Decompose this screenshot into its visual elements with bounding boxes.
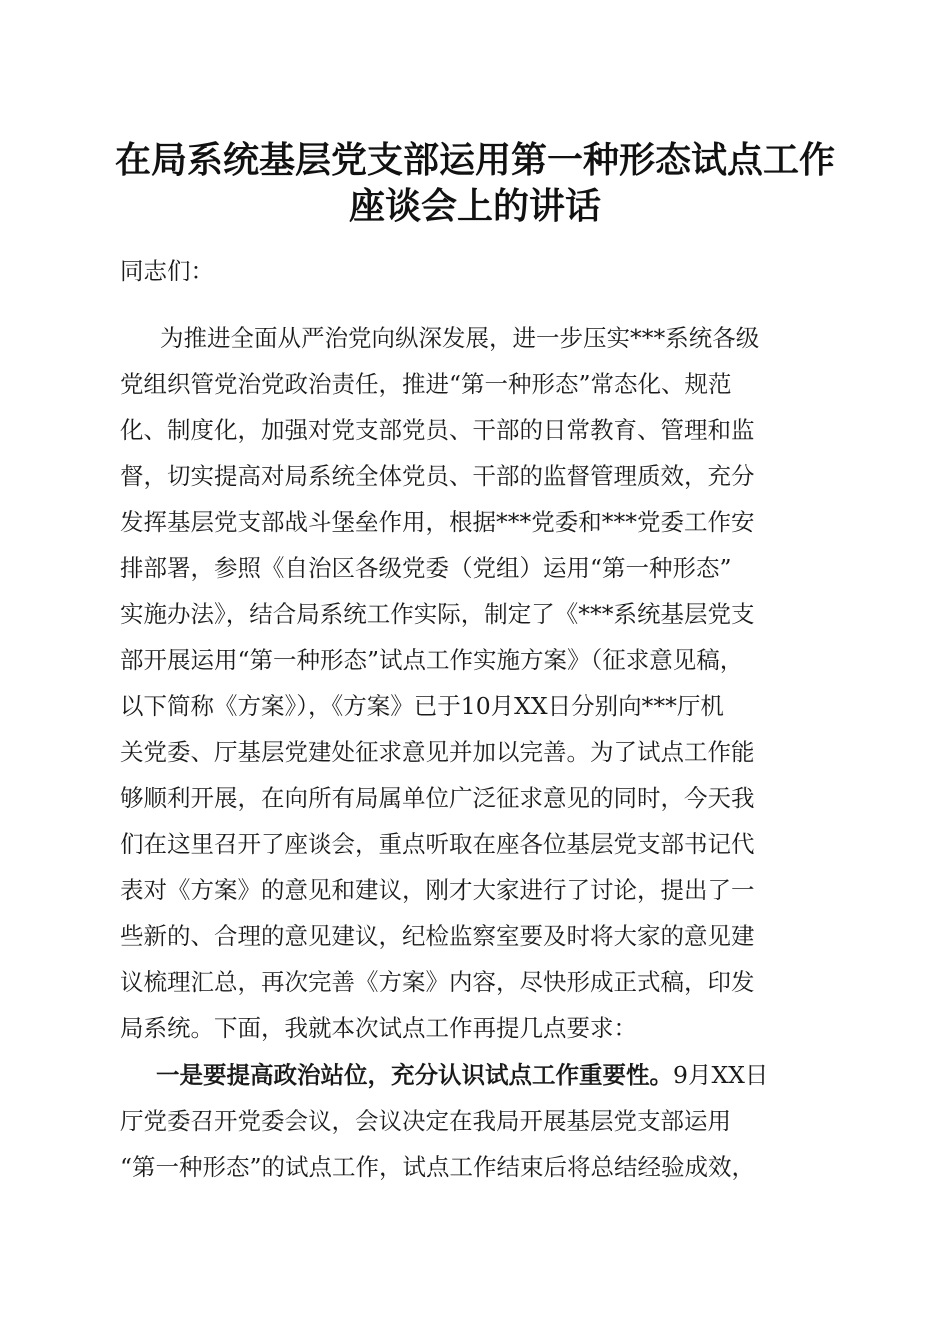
paragraph-line: 实施办法》，结合局系统工作实际，制定了《***系统基层党支 (120, 600, 755, 628)
paragraph-line: 们在这里召开了座谈会，重点听取在座各位基层党支部书记代 (120, 830, 755, 858)
paragraph-line: 厅党委召开党委会议，会议决定在我局开展基层党支部运用 (120, 1107, 731, 1135)
paragraph-line: “第一种形态”的试点工作，试点工作结束后将总结经验成效， (120, 1153, 756, 1181)
paragraph-line: 够顺利开展，在向所有局属单位广泛征求意见的同时，今天我 (120, 784, 755, 812)
paragraph-line: 议梳理汇总，再次完善《方案》内容，尽快形成正式稿，印发 (120, 968, 755, 996)
paragraph-heading: 一是要提高政治站位，充分认识试点工作重要性。 (156, 1061, 673, 1089)
document-title-line-1: 在局系统基层党支部运用第一种形态试点工作 (114, 139, 835, 181)
paragraph-line: 以下简称《方案》），《方案》已于10月XX日分别向***厅机 (120, 692, 724, 720)
paragraph-line: 化、制度化，加强对党支部党员、干部的日常教育、管理和监 (120, 416, 755, 444)
paragraph-line: 部开展运用“第一种形态”试点工作实施方案》（征求意见稿， (120, 646, 744, 674)
paragraph-line: 排部署，参照《自治区各级党委（党组）运用“第一种形态” (120, 554, 732, 582)
paragraph-line: 一是要提高政治站位，充分认识试点工作重要性。9月XX日 (156, 1052, 950, 1098)
paragraph-line: 表对《方案》的意见和建议，刚才大家进行了讨论，提出了一 (120, 876, 755, 904)
paragraph-line: 关党委、厅基层党建处征求意见并加以完善。为了试点工作能 (120, 738, 755, 766)
paragraph-line: 为推进全面从严治党向纵深发展，进一步压实***系统各级 (160, 324, 760, 352)
paragraph-line: 发挥基层党支部战斗堡垒作用，根据***党委和***党委工作安 (120, 508, 755, 536)
paragraph-line: 局系统。下面，我就本次试点工作再提几点要求： (120, 1014, 637, 1042)
paragraph-line: 些新的、合理的意见建议，纪检监察室要及时将大家的意见建 (120, 922, 755, 950)
salutation: 同志们： (120, 257, 214, 285)
document-title-line-2: 座谈会上的讲话 (348, 185, 601, 227)
paragraph-line: 督，切实提高对局系统全体党员、干部的监督管理质效，充分 (120, 462, 755, 490)
paragraph-line: 党组织管党治党政治责任，推进“第一种形态”常态化、规范 (120, 370, 732, 398)
